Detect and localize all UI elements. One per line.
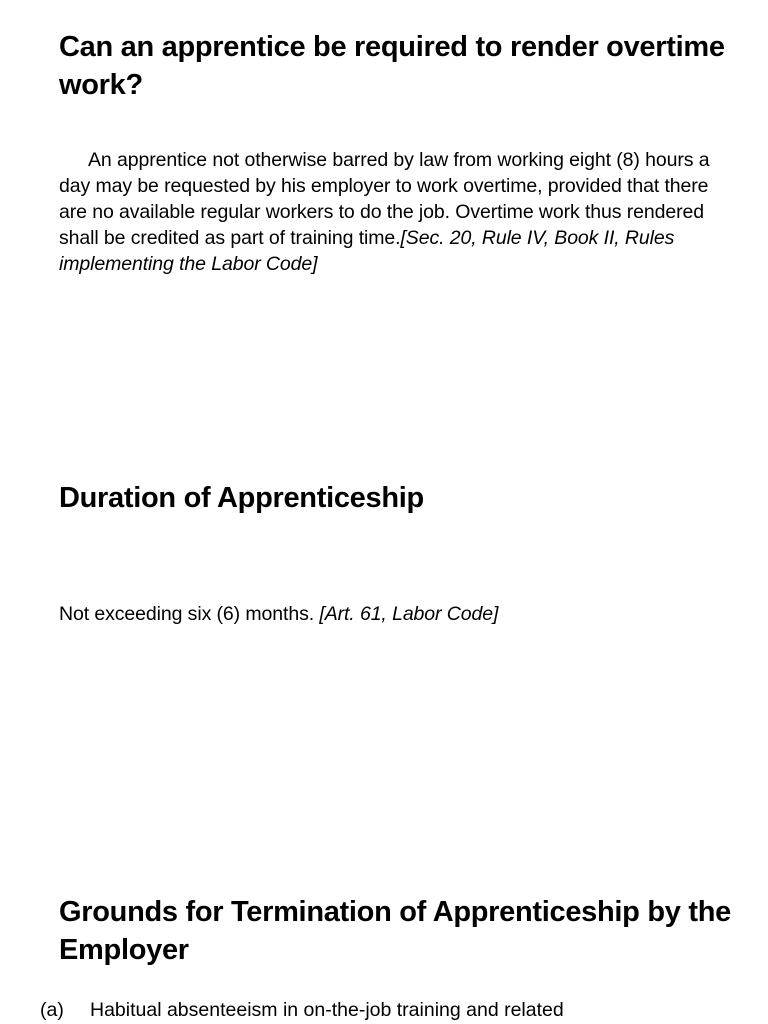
overtime-citation: [Sec. 20, Rule IV, Book II, Rules implementing the Labor Code] (59, 227, 675, 275)
overtime-answer-text: An apprentice not otherwise barred by law from working eight (8) hours a day may be requested by his employer to work overtime, provided that there are no available regular workers to do the job. Overtime work thus rendered shall be credited as part of training time. (59, 149, 710, 249)
list-marker: (a) (40, 999, 64, 1021)
duration-paragraph (59, 601, 719, 627)
duration-heading: Duration of Apprenticeship (59, 482, 424, 514)
duration-citation: [Art. 61, Labor Code] (319, 603, 499, 625)
termination-grounds-heading: Grounds for Termination of Apprenticeship by the Employer (59, 896, 731, 966)
list-item-text: Habitual absenteeism in on-the-job training and related (90, 999, 564, 1021)
termination-ground-item (40, 997, 740, 1023)
overtime-question-heading: Can an apprentice be required to render overtime work? (59, 31, 725, 101)
overtime-answer-paragraph (59, 147, 719, 277)
duration-text: Not exceeding six (6) months. (59, 603, 315, 625)
